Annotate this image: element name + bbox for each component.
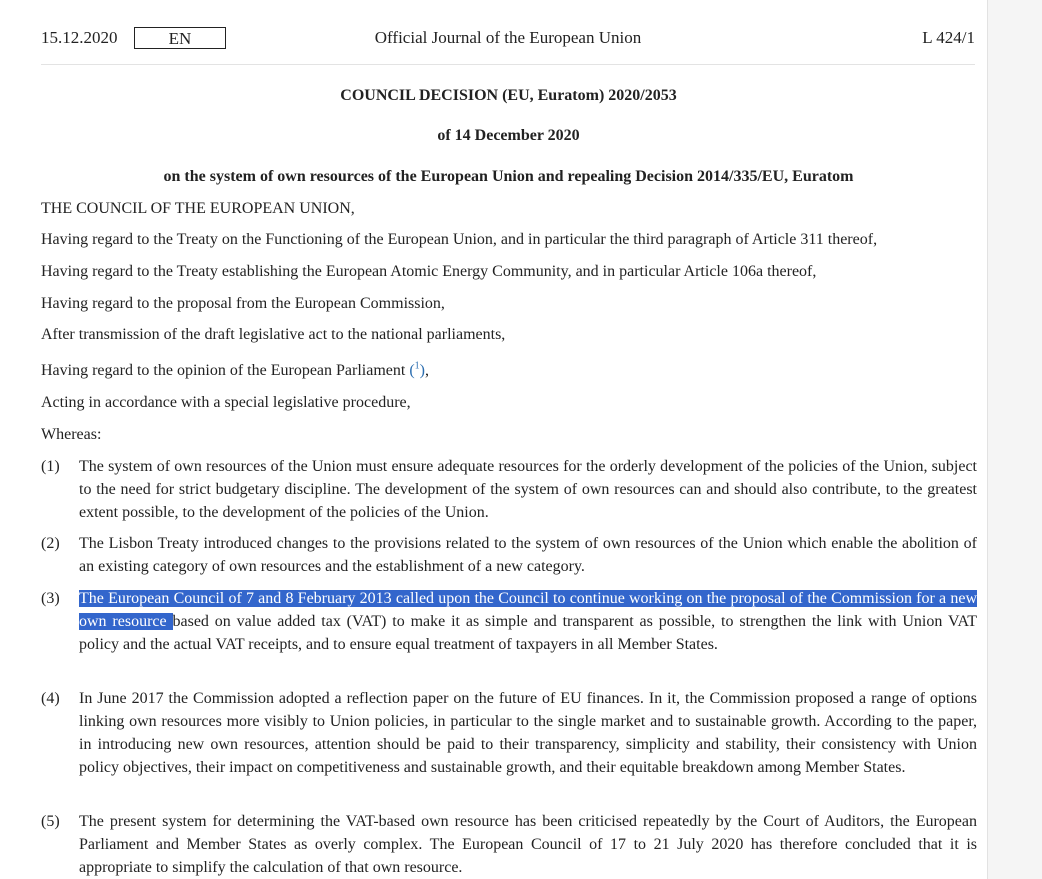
opinion-text: Having regard to the opinion of the European Parliament <box>41 362 410 379</box>
recital-number: (5) <box>41 813 60 830</box>
selected-text[interactable]: The European Council of 7 and 8 February 2013 called upon the Council to continue working on the proposal of the Commission for a new own resource <box>79 590 977 630</box>
preamble-procedure: Acting in accordance with a special legislative procedure, <box>41 394 411 411</box>
decision-subject: on the system of own resources of the European Union and repealing Decision 2014/335/EU, Euratom <box>163 168 854 185</box>
journal-title: Official Journal of the European Union <box>374 28 642 47</box>
journal-reference: L 424/1 <box>922 28 975 47</box>
preamble-council: THE COUNCIL OF THE EUROPEAN UNION, <box>41 200 355 217</box>
recital-text <box>79 587 977 656</box>
preamble-whereas: Whereas: <box>41 426 102 443</box>
recital-number: (2) <box>41 535 60 552</box>
recital-number: (3) <box>41 590 60 607</box>
journal-header <box>41 26 975 65</box>
footnote-number: 1 <box>414 360 420 372</box>
recital-text-rest: based on value added tax (VAT) to make it as simple and transparent as possible, to strengthen the link with Union VAT policy and the actual VAT receipts, and to ensure equal treatment of taxpayers in all Member States. <box>79 613 977 653</box>
recital-text: The Lisbon Treaty introduced changes to the provisions related to the system of own resources of the Union which enable the abolition of an existing category of own resources and the establishment of a new category. <box>79 535 977 575</box>
recital-text: The system of own resources of the Union must ensure adequate resources for the orderly development of the policies of the Union, subject to the need for strict budgetary discipline. The development of the system of own resources can and should also contribute, to the greatest extent possible, to the development of the policies of the Union. <box>79 458 977 521</box>
recital-number: (1) <box>41 458 60 475</box>
preamble-euratom: Having regard to the Treaty establishing the European Atomic Energy Community, and in particular Article 106a thereof, <box>41 263 817 280</box>
recital-number: (4) <box>41 690 60 707</box>
recital-text: In June 2017 the Commission adopted a reflection paper on the future of EU finances. In it, the Commission proposed a range of options linking own resources more visibly to Union policies, in particular to the single market and to sustainable growth. According to the paper, in introducing new own resources, attention should be paid to their transparency, simplicity and stability, their consistency with Union policy objectives, their impact on competitiveness and sustainable growth, and their equitable breakdown among Member States. <box>79 690 977 776</box>
recital-text: The present system for determining the VAT-based own resource has been criticised repeatedly by the Court of Auditors, the European Parliament and Member States as overly complex. The European Council of 17 to 21 July 2020 has therefore concluded that it is appropriate to simplify the calculation of that own resource. <box>79 813 977 876</box>
footnote-link[interactable]: ($^1$) <box>409 360 425 379</box>
preamble-opinion: Having regard to the opinion of the European Parliament ($^1$), <box>41 360 429 379</box>
publication-date: 15.12.2020 <box>41 28 118 47</box>
window-gutter <box>988 0 1042 879</box>
preamble-transmission: After transmission of the draft legislative act to the national parliaments, <box>41 326 506 343</box>
decision-title: COUNCIL DECISION (EU, Euratom) 2020/2053 <box>340 87 677 104</box>
decision-date: of 14 December 2020 <box>437 127 580 144</box>
preamble-tfeu: Having regard to the Treaty on the Functioning of the European Union, and in particular the third paragraph of Article 311 thereof, <box>41 231 878 248</box>
language-badge[interactable]: EN <box>134 27 226 49</box>
preamble-proposal: Having regard to the proposal from the European Commission, <box>41 295 445 312</box>
